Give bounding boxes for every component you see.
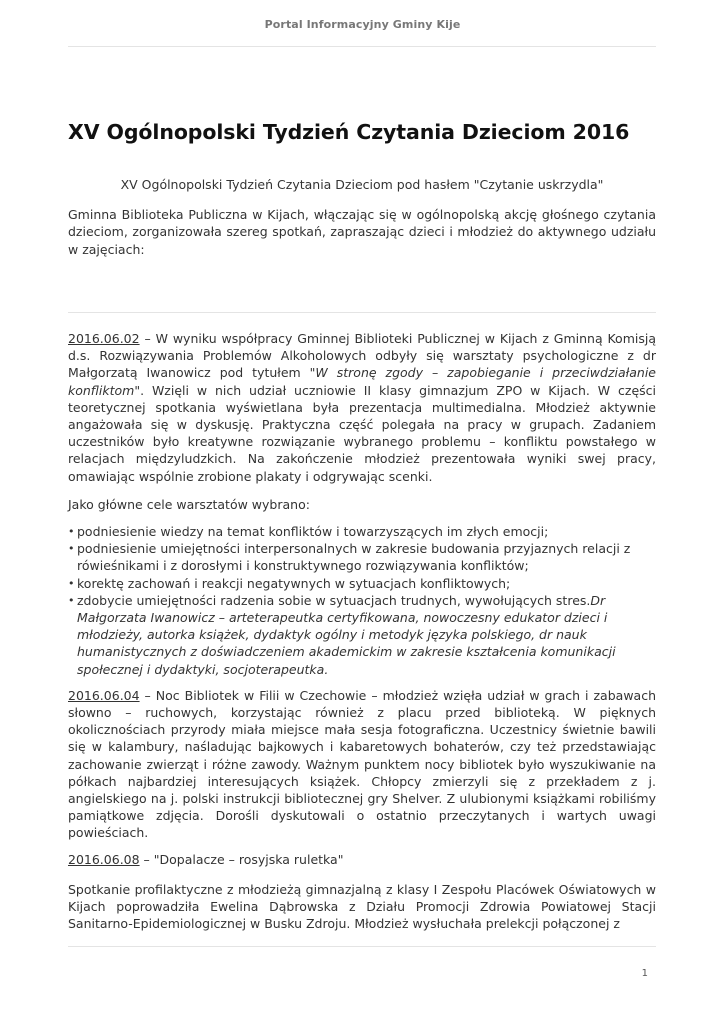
entry-date: 2016.06.08 [68, 851, 140, 867]
section-divider [68, 312, 656, 313]
article-intro [68, 176, 656, 258]
workshop-title: W stronę zgody – zapobieganie i przeciwdziałanie konfliktom [68, 365, 656, 398]
list-item-text: zdobycie umiejętności radzenia sobie w sytuacjach trudnych, wywołujących stres. [77, 592, 591, 608]
entry-text: – "Dopalacze – rosyjska ruletka" [139, 851, 344, 867]
entry-paragraph [68, 851, 656, 868]
list-item: • korektę zachowań i reakcji negatywnych w sytuacjach konfliktowych; [68, 575, 656, 592]
article-subtitle: XV Ogólnopolski Tydzień Czytania Dzieciom pod hasłem "Czytanie uskrzydla" [120, 177, 604, 192]
intro-paragraph: Gminna Biblioteka Publiczna w Kijach, włączając się w ogólnopolską akcję głośnego czytania dzieciom, zorganizowała szereg spotkań, zapraszając dzieci i młodzież do aktywnego udziału w zajęciach: [68, 207, 656, 257]
entry-date: 2016.06.02 [68, 331, 140, 346]
page-title: XV Ogólnopolski Tydzień Czytania Dzieciom 2016 [68, 120, 630, 144]
site-title: Portal Informacyjny Gminy Kije [264, 18, 461, 31]
goals-intro: Jako główne cele warsztatów wybrano: [68, 496, 310, 512]
goals-list [68, 523, 656, 678]
list-item: • podniesienie umiejętności interpersonalnych w zakresie budowania przyjaznych relacji z rówieśnikami i z dorosłymi i konstruktywnego rozwiązywania konfliktów; [68, 540, 656, 574]
author-note: Dr Małgorzata Iwanowicz – arteterapeutka certyfikowana, nowoczesny edukator dzieci i młodzieży, autorka książek, dydaktyk ogólny i metodyk języka polskiego, dr nauk humanistycznych z doświadczeniem akademickim w zakresie kształcenia komunikacji społecznej i dydaktyki, socjoterapeutka. [77, 592, 616, 677]
page-number: 1 [641, 968, 648, 979]
header-divider [68, 46, 656, 47]
entry-paragraph [68, 687, 656, 842]
entry-paragraph [68, 330, 656, 485]
entry-date: 2016.06.04 [68, 687, 140, 703]
entry-text-continued: ". Wzięli w nich udział uczniowie II klasy gimnazjum ZPO w Kijach. W części teoretycznej spotkania wyświetlana była prezentacja multimedialna. Młodzież aktywnie angażowała się w dyskusję. Praktyczna część polegała na pracy w grupach. Zadaniem uczestników było kreatywne rozwiązanie wybranego problemu – konfliktu powstałego w relacjach międzyludzkich. Na zakończenie młodzież prezentowała wyniki swej pracy, omawiając wspólnie zrobione plakaty i odgrywając scenki. [68, 382, 656, 484]
list-item: • podniesienie wiedzy na temat konfliktów i towarzyszących im złych emocji; [68, 523, 656, 540]
list-item [68, 592, 656, 678]
entry-text: – Noc Bibliotek w Filii w Czechowie – młodzież wzięła udział w grach i zabawach słowno – ruchowych, korzystając również z placu przed biblioteką. W pięknych okolicznościach przyrody miała miejsce mała sesja fotograficzna. Uczestnicy świetnie bawili się w kalambury, naśladując bajkowych i kabaretowych bohaterów, czy też przedstawiając zachowanie zwierząt i różne zawody. Ważnym punktem nocy bibliotek było wyszukiwanie na półkach najbardziej interesujących książek. Chłopcy zmierzyli się z przekładem z j. angielskiego na j. polski instrukcji bibliotecznej gry Shelver. Z ulubionymi książkami robiliśmy pamiątkowe zdjęcia. Dorośli dyskutowali o ostatnio przeczytanych i wartych uwagi powieściach. [68, 687, 656, 841]
entry-text: – W wyniku współpracy Gminnej Biblioteki Publicznej w Kijach z Gminną Komisją d.s. Rozwiązywania Problemów Alkoholowych odbyły się warsztaty psychologiczne z dr Małgorzatą Iwanowicz pod tytułem " [68, 331, 656, 381]
footer-divider [68, 946, 656, 947]
article-body [68, 330, 656, 933]
entry-paragraph: Spotkanie profilaktyczne z młodzieżą gimnazjalną z klasy I Zespołu Placówek Oświatowych w Kijach poprowadziła Ewelina Dąbrowska z Działu Promocji Zdrowia Powiatowej Stacji Sanitarno-Epidemiologicznej w Busku Zdroju. Młodzież wysłuchała prelekcji połączonej z [68, 881, 656, 932]
